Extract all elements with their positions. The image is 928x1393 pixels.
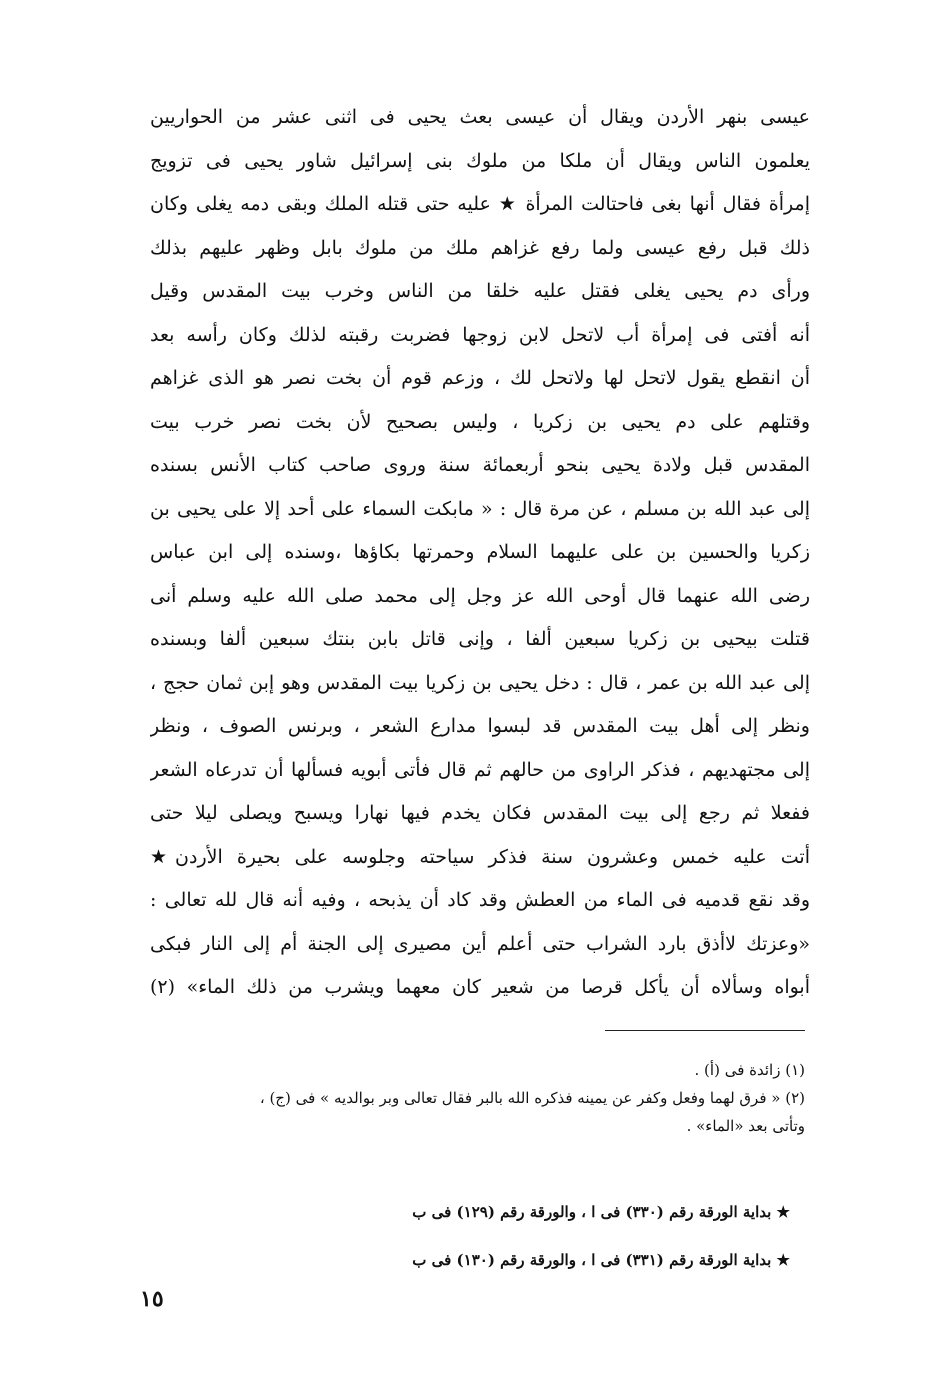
footnotes bbox=[160, 1056, 805, 1140]
footnote-2-continued: وتأتى بعد «الماء» . bbox=[686, 1117, 805, 1135]
text-line: أبواه وسألاه أن يأكل قرصا من شعير كان معهما ويشرب من ذلك الماء» (٢) bbox=[150, 976, 810, 998]
folio-note: ★ بداية الورقة رقم (٣٣٠) فى ا ، والورقة رقم (١٢٩) فى ب bbox=[412, 1203, 790, 1221]
text-line: ونظر إلى أهل بيت المقدس قد لبسوا مدارع الشعر ، وبرنس الصوف ، ونظر bbox=[150, 715, 810, 737]
text-line: المقدس قبل ولادة يحيى بنحو أربعمائة سنة وروى صاحب كتاب الأنس بسنده bbox=[150, 454, 810, 476]
text-line: أن انقطع يقول لاتحل لها ولاتحل لك ، وزعم قوم أن بخت نصر هو الذى غزاهم bbox=[150, 367, 810, 389]
text-line: ورأى دم يحيى يغلى فقتل عليه خلقا من الناس وخرب بيت المقدس وقيل bbox=[150, 280, 810, 302]
footnote-2: (٢) « فرق لهما وفعل وكفر عن يمينه فذكره الله بالبر فقال تعالى وبر بوالديه » فى (ج) ، bbox=[259, 1089, 805, 1107]
text-line: «وعزتك لاأذق بارد الشراب حتى أعلم أين مصيرى إلى الجنة أم إلى النار فبكى bbox=[150, 932, 810, 955]
text-line: إلى عبد الله بن عمر ، قال : دخل يحيى بن زكريا بيت المقدس وهو إبن ثمان حجج ، bbox=[150, 671, 810, 694]
text-line: أنه أفتى فى إمرأة أب لاتحل لابن زوجها فضربت رقبته لذلك وكان رأسه بعد bbox=[150, 323, 810, 346]
footnote-divider bbox=[605, 1030, 805, 1031]
text-line: ففعلا ثم رجع إلى بيت المقدس فكان يخدم فيها نهارا ويسبح ويصلى ليلا حتى bbox=[150, 802, 810, 824]
footnote-1: (١) زائدة فى (أ) . bbox=[694, 1061, 805, 1079]
text-line: عيسى بنهر الأردن ويقال أن عيسى بعث يحيى فى اثنى عشر من الحواريين bbox=[150, 106, 810, 128]
text-line: يعلمون الناس ويقال أن ملكا من ملوك بنى إسرائيل شاور يحيى فى تزويج bbox=[150, 149, 810, 172]
text-line: إلى مجتهديهم ، فذكر الراوى من حالهم ثم قال فأتى أبويه فسألها أن تدرعاه الشعر bbox=[150, 758, 810, 781]
text-line: وقد نقع قدميه فى الماء من العطش وقد كاد أن يذبحه ، وفيه أنه قال لله تعالى : bbox=[150, 889, 810, 911]
page-number: ١٥ bbox=[140, 1286, 164, 1312]
text-line: إلى عبد الله بن مسلم ، عن مرة قال : « مابكت السماء على أحد إلا على يحيى بن bbox=[150, 497, 810, 520]
manuscript-folio-notes bbox=[320, 1188, 790, 1284]
text-line: رضى الله عنهما قال أوحى الله عز وجل إلى محمد صلى الله عليه وسلم أنى bbox=[150, 584, 810, 607]
main-text bbox=[150, 96, 810, 1010]
text-line: وقتلهم على دم يحيى بن زكريا ، وليس بصحيح لأن بخت نصر خرب بيت bbox=[150, 410, 810, 433]
text-line: زكريا والحسين بن على عليهما السلام وحمرتها بكاؤها ،وسنده إلى ابن عباس bbox=[150, 541, 810, 563]
text-line: ذلك قبل رفع عيسى ولما رفع غزاهم ملك من ملوك بابل وظهر عليهم بذلك bbox=[150, 236, 810, 259]
text-line: قتلت بيحيى بن زكريا سبعين ألفا ، وإنى قاتل بابن بنتك سبعين ألفا وبسنده bbox=[150, 628, 810, 650]
text-line: إمرأة فقال أنها بغى فاحتالت المرأة ★ عليه حتى قتله الملك وبقى دمه يغلى وكان bbox=[150, 193, 810, 215]
text-line: أتت عليه خمس وعشرون سنة فذكر سياحته وجلوسه على بحيرة الأردن★ bbox=[150, 845, 810, 868]
folio-note: ★ بداية الورقة رقم (٣٣١) فى ا ، والورقة رقم (١٣٠) فى ب bbox=[412, 1251, 790, 1269]
